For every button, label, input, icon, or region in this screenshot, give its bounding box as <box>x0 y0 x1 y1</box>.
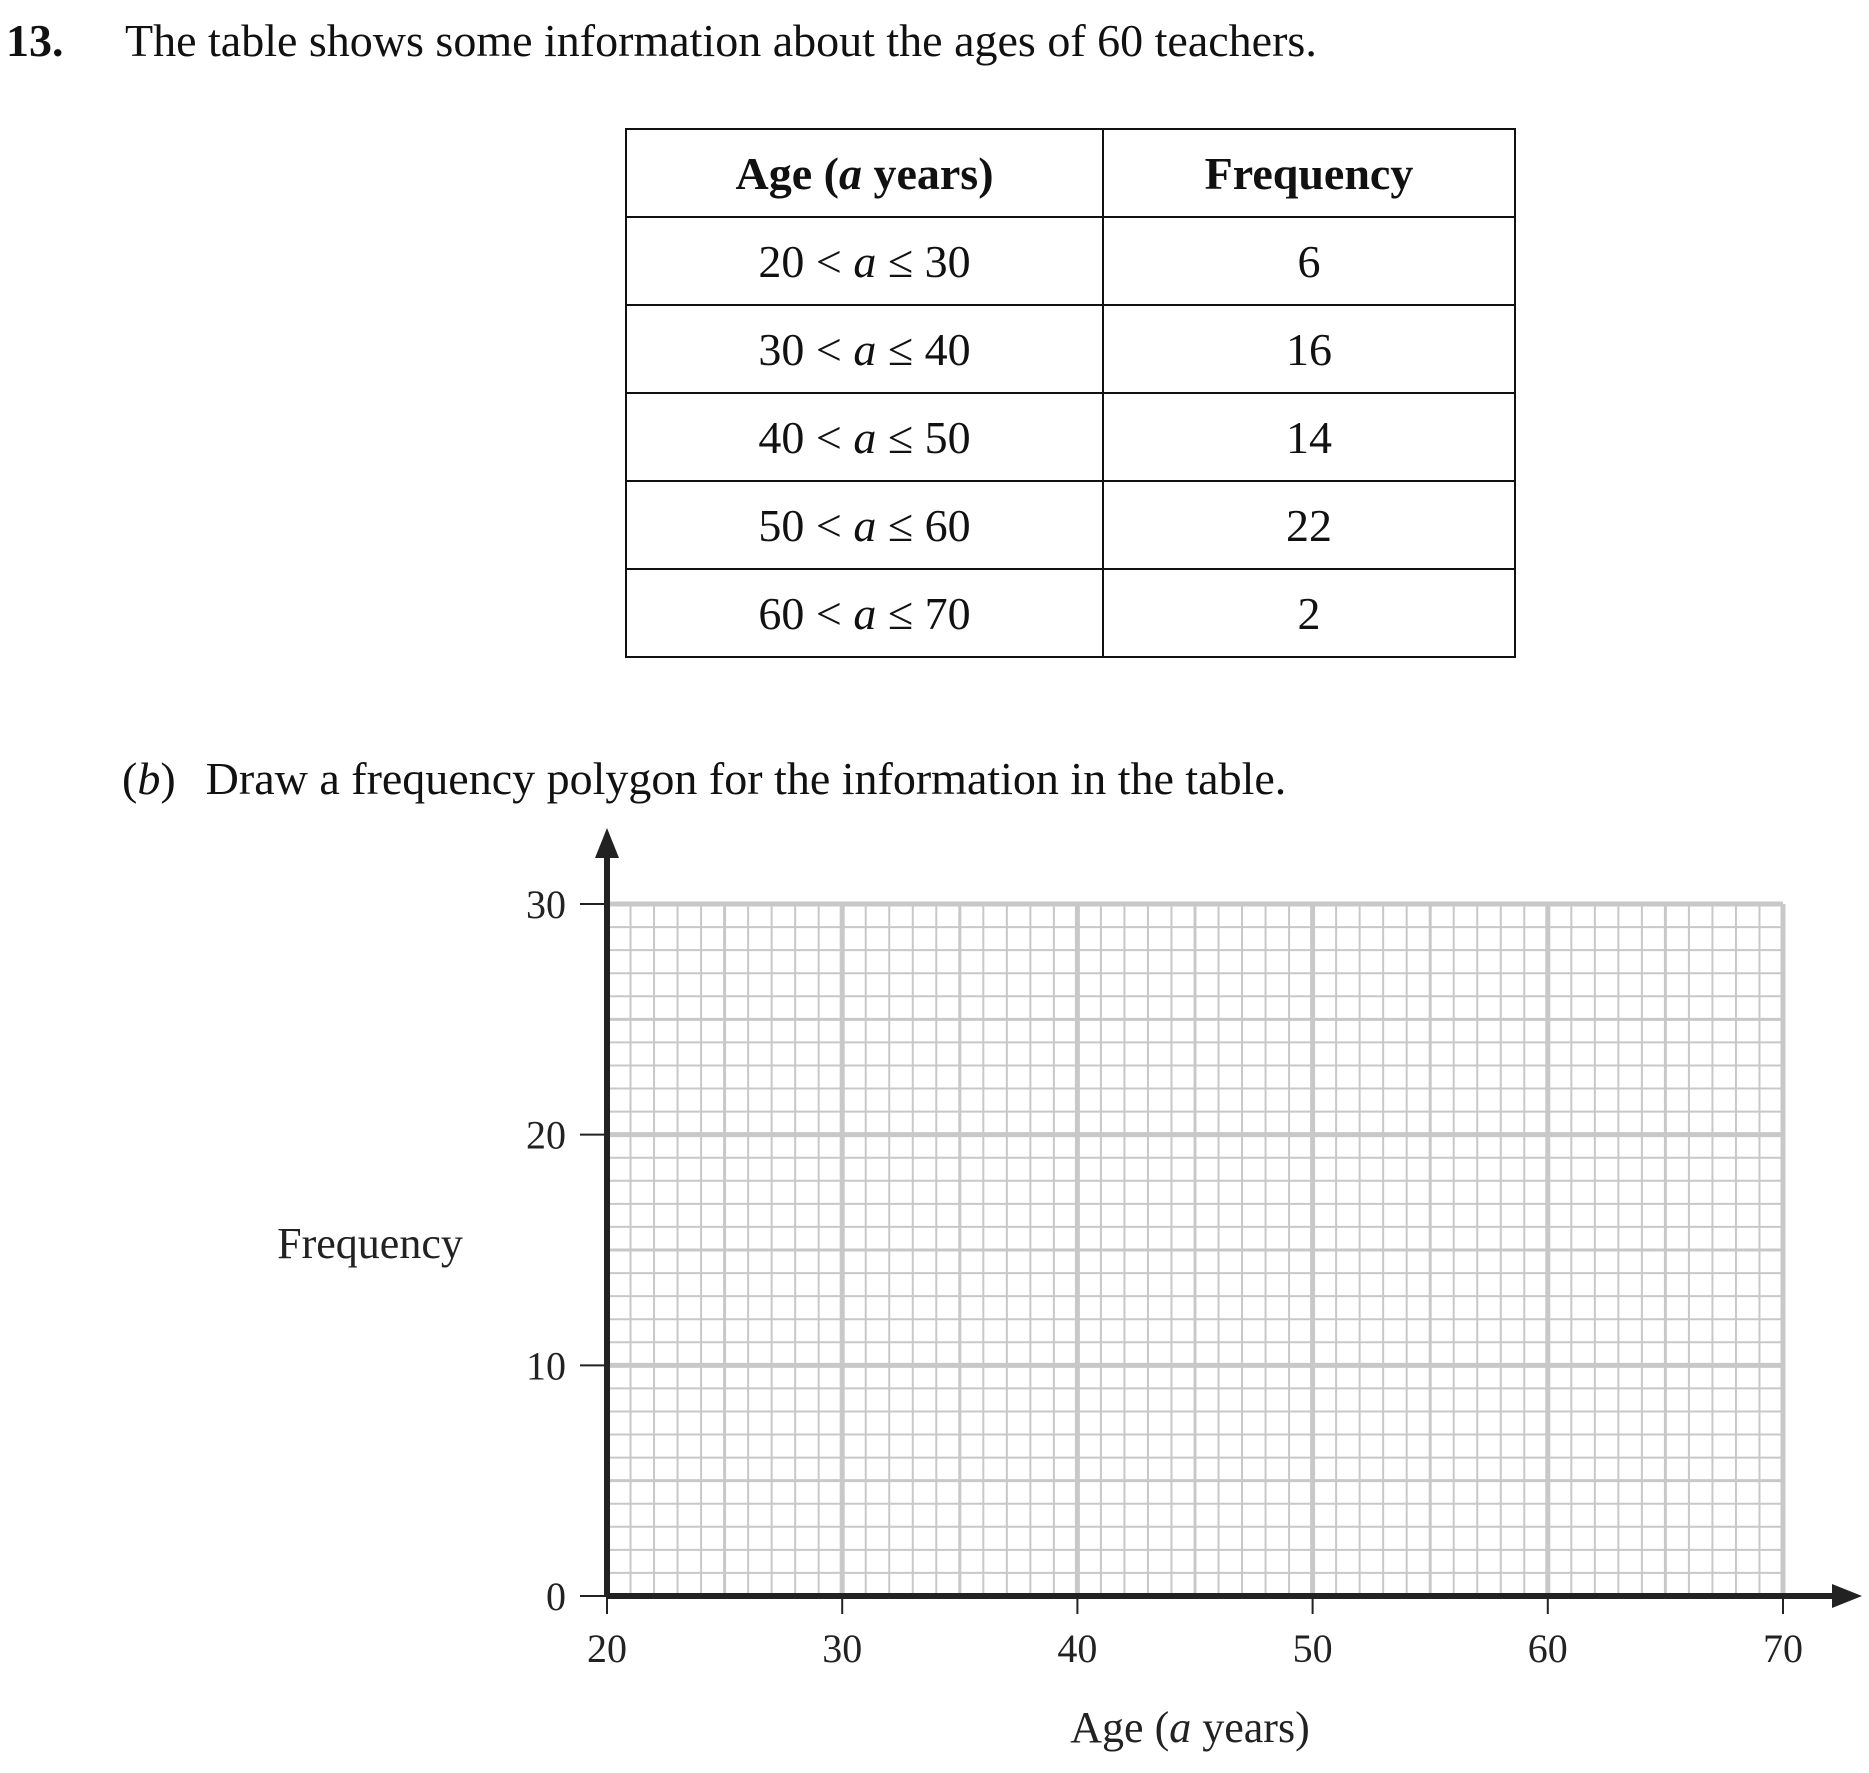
frequency-value: 2 <box>1103 569 1515 657</box>
y-axis-arrow-icon <box>595 828 619 858</box>
frequency-value: 14 <box>1103 393 1515 481</box>
header-age-var: a <box>838 147 862 199</box>
header-age-post: years) <box>861 147 994 199</box>
x-tick-label: 70 <box>1763 1626 1803 1671</box>
age-interval: 30 < a ≤ 40 <box>626 305 1103 393</box>
x-tick-label: 50 <box>1292 1626 1333 1671</box>
y-tick-label: 10 <box>526 1343 566 1389</box>
y-tick-label: 0 <box>546 1574 566 1619</box>
x-tick-label: 40 <box>1057 1626 1098 1671</box>
y-tick-label: 20 <box>526 1112 566 1158</box>
y-tick-label: 30 <box>526 882 566 927</box>
axis-labels <box>277 882 1803 1752</box>
header-frequency: Frequency <box>1103 129 1515 217</box>
age-interval: 50 < a ≤ 60 <box>626 481 1103 569</box>
part-b: (b) Draw a frequency polygon for the information in the table. <box>122 753 1287 804</box>
question-text: The table shows some information about the ages of 60 teachers. <box>125 15 1317 66</box>
age-interval: 40 < a ≤ 50 <box>626 393 1103 481</box>
part-instruction: Draw a frequency polygon for the information in the table. <box>205 753 1287 804</box>
y-axis-title: Frequency <box>277 1219 463 1268</box>
x-axis-title: Age (a years) <box>1070 1703 1310 1752</box>
frequency-value: 22 <box>1103 481 1515 569</box>
question-number: 13. <box>6 15 64 66</box>
age-interval: 60 < a ≤ 70 <box>626 569 1103 657</box>
age-interval: 20 < a ≤ 30 <box>626 217 1103 305</box>
frequency-value: 16 <box>1103 305 1515 393</box>
x-axis-arrow-icon <box>1832 1584 1862 1608</box>
x-tick-label: 20 <box>587 1626 627 1671</box>
part-letter: b <box>137 753 161 804</box>
frequency-value: 6 <box>1103 217 1515 305</box>
grid <box>607 904 1783 1596</box>
x-tick-label: 30 <box>822 1626 863 1671</box>
x-tick-label: 60 <box>1527 1626 1568 1671</box>
header-age-pre: Age ( <box>735 147 839 199</box>
